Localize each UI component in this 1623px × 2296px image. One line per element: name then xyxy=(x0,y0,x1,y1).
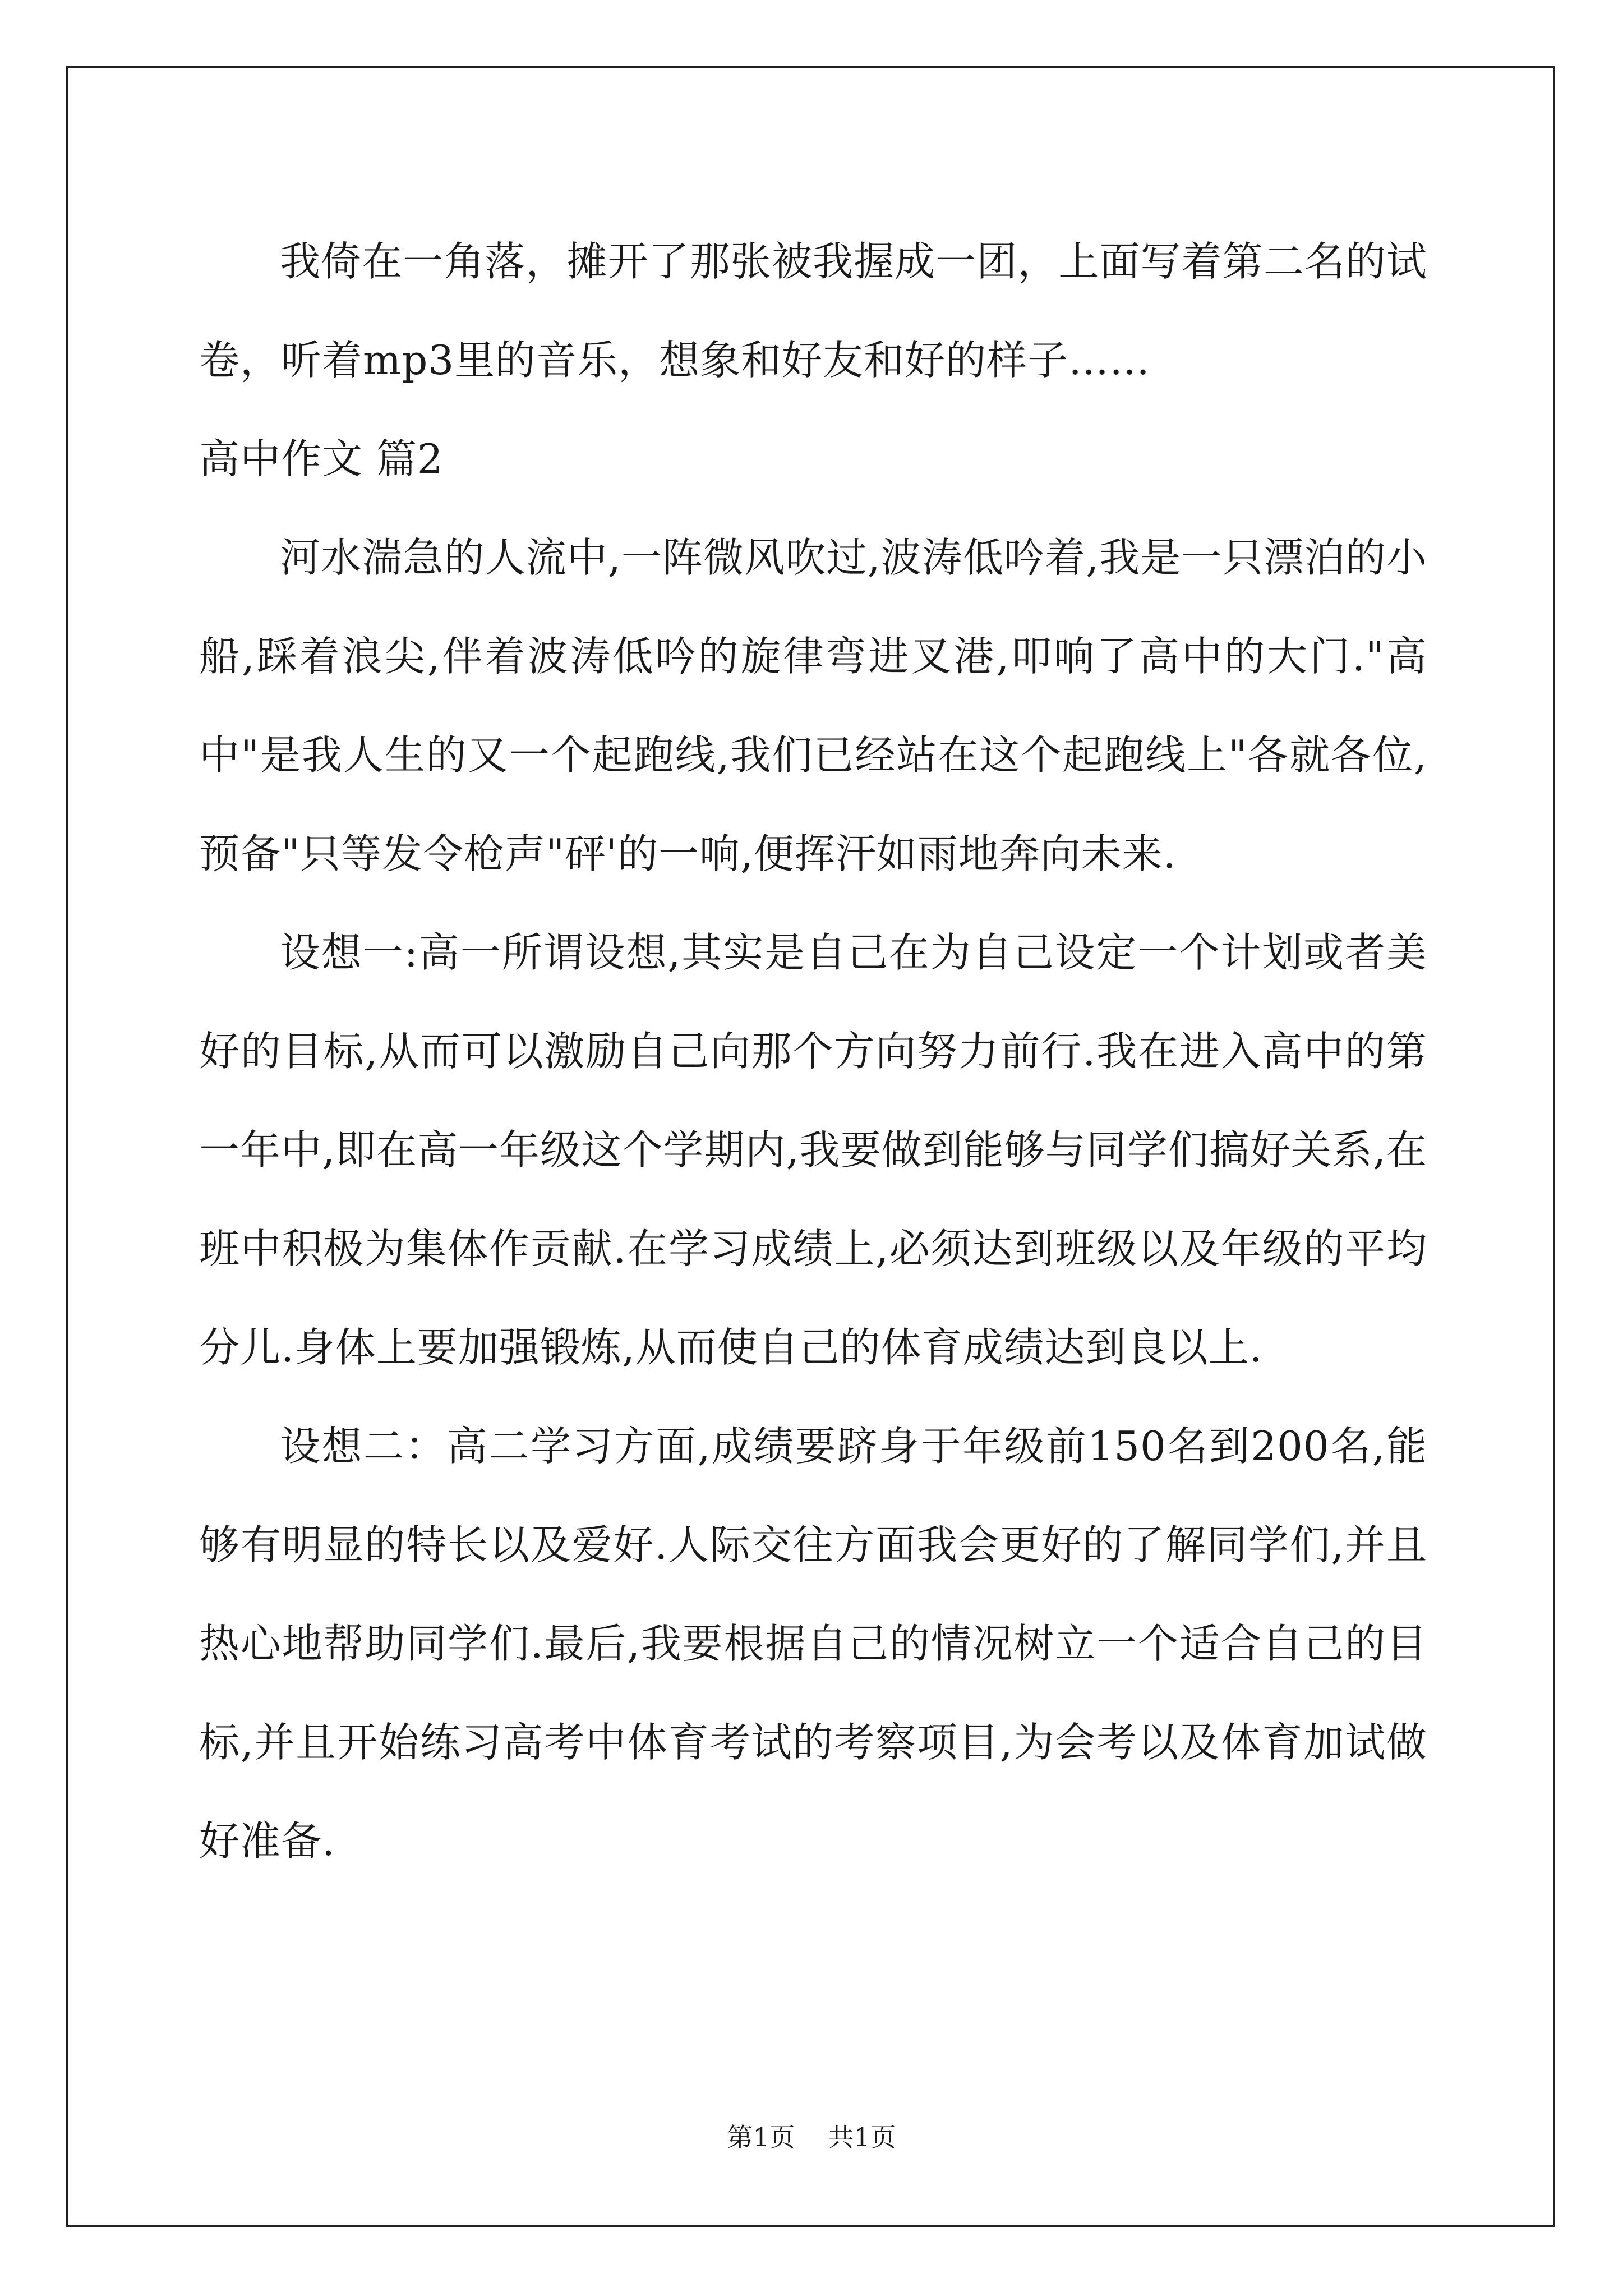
page-number: 第1页 xyxy=(727,2122,795,2152)
document-body xyxy=(199,212,1427,1890)
paragraph-plan-one: 设想一:高一所谓设想,其实是自己在为自己设定一个计划或者美好的目标,从而可以激励自己向那个方向努力前行.我在进入高中的第一年中,即在高一年级这个学期内,我要做到能够与同学们搞好关系,在班中积极为集体作贡献.在学习成绩上,必须达到班级以及年级的平均分儿.身体上要加强锻炼,从而使自己的体育成绩达到良以上. xyxy=(199,929,1427,1371)
page-total: 共1页 xyxy=(828,2122,896,2152)
paragraph-plan-two: 设想二：高二学习方面,成绩要跻身于年级前150名到200名,能够有明显的特长以及爱好.人际交往方面我会更好的了解同学们,并且热心地帮助同学们.最后,我要根据自己的情况树立一个适合自己的目标,并且开始练习高考中体育考试的考察项目,为会考以及体育加试做好准备. xyxy=(199,1423,1427,1865)
section-heading: 高中作文 篇2 xyxy=(199,435,444,482)
paragraph-intro: 我倚在一角落，摊开了那张被我握成一团，上面写着第二名的试卷，听着mp3里的音乐，想象和好友和好的样子…… xyxy=(199,238,1427,384)
paragraph-river: 河水湍急的人流中,一阵微风吹过,波涛低吟着,我是一只漂泊的小船,踩着浪尖,伴着波涛低吟的旋律弯进叉港,叩响了高中的大门."高中"是我人生的又一个起跑线,我们已经站在这个起跑线上"各就各位,预备"只等发令枪声"砰'的一响,便挥汗如雨地奔向未来. xyxy=(199,534,1427,877)
page-footer xyxy=(0,2120,1623,2154)
